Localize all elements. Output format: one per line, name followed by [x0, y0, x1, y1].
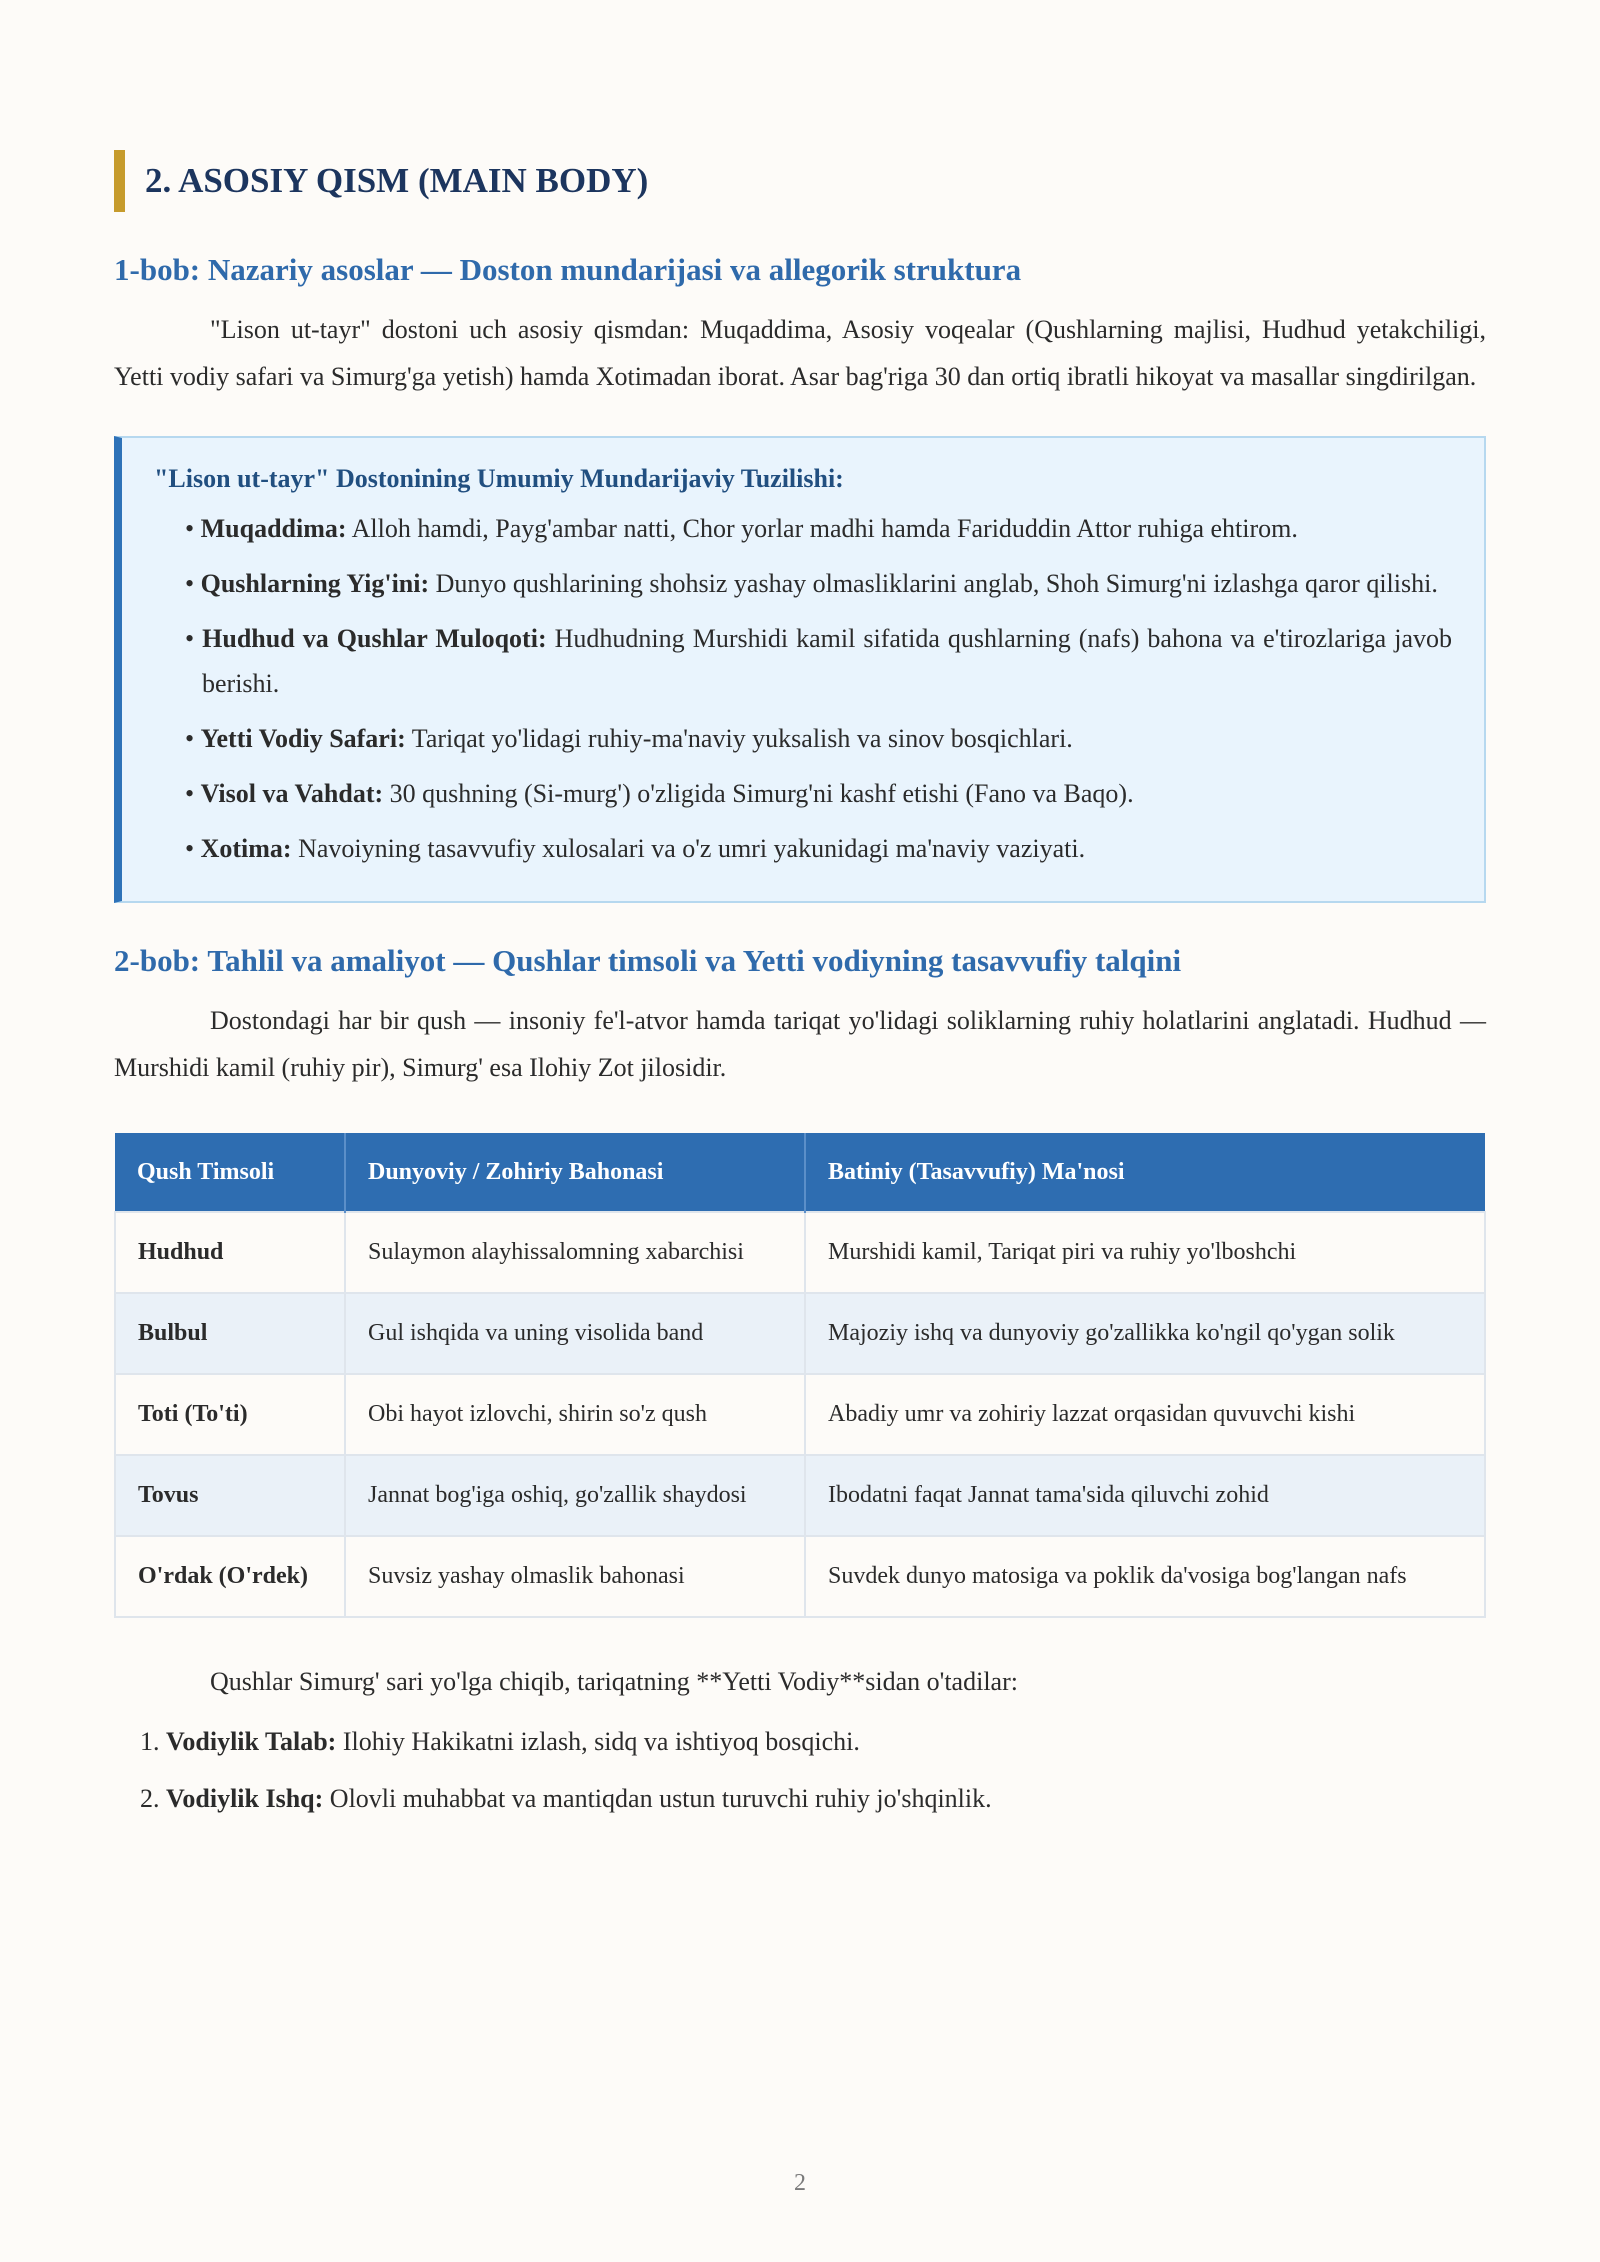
- table-row: [115, 1212, 1485, 1293]
- table-cell: O'rdak (O'rdek): [115, 1536, 345, 1617]
- list-item-text: Navoiyning tasavvufiy xulosalari va o'z umri yakunidagi ma'naviy vaziyati.: [291, 834, 1086, 863]
- table-cell: Ibodatni faqat Jannat tama'sida qiluvchi zohid: [805, 1455, 1485, 1536]
- list-item-text: Dunyo qushlarining shohsiz yashay olmasliklarini anglab, Shoh Simurg'ni izlashga qaror qilishi.: [429, 569, 1438, 598]
- list-item-term: Qushlarning Yig'ini:: [200, 569, 430, 598]
- list-item: • Visol va Vahdat: 30 qushning (Si-murg') o'zligida Simurg'ni kashf etishi (Fano va Baqo).: [185, 779, 1134, 808]
- list-item-text: Olovli muhabbat va mantiqdan ustun turuvchi ruhiy jo'shqinlik.: [323, 1784, 992, 1813]
- table-cell: Murshidi kamil, Tariqat piri va ruhiy yo'lboshchi: [805, 1212, 1485, 1293]
- table-cell: Suvsiz yashay olmaslik bahonasi: [345, 1536, 805, 1617]
- list-item-term: Visol va Vahdat:: [200, 779, 384, 808]
- chapter1-paragraph: "Lison ut-tayr" dostoni uch asosiy qismdan: Muqaddima, Asosiy voqealar (Qushlarning majlisi, Hudhud yetakchiligi, Yetti vodiy safari va Simurg'ga yetish) hamda Xotimadan iborat. Asar bag'riga 30 dan ortiq ibratli hikoyat va masallar singdirilgan.: [114, 315, 1486, 391]
- table-cell: Tovus: [115, 1455, 345, 1536]
- chapter2-paragraph: Dostondagi har bir qush — insoniy fe'l-atvor hamda tariqat yo'lidagi soliklarning ruhiy holatlarini anglatadi. Hudhud — Murshidi kamil (ruhiy pir), Simurg' esa Ilohiy Zot jilosidir.: [114, 1006, 1486, 1082]
- table-cell: Abadiy umr va zohiriy lazzat orqasidan quvuvchi kishi: [805, 1374, 1485, 1455]
- table-header-cell: Qush Timsoli: [115, 1133, 345, 1212]
- page-number: 2: [794, 2170, 806, 2196]
- list-item: • Qushlarning Yig'ini: Dunyo qushlarining shohsiz yashay olmasliklarini anglab, Shoh Simurg'ni izlashga qaror qilishi.: [185, 569, 1438, 598]
- table-cell: Sulaymon alayhissalomning xabarchisi: [345, 1212, 805, 1293]
- table-header-cell: Batiniy (Tasavvufiy) Ma'nosi: [805, 1133, 1485, 1212]
- table-header-cell: Dunyoviy / Zohiriy Bahonasi: [345, 1133, 805, 1212]
- list-item-term: Hudhud va Qushlar Muloqoti:: [202, 624, 547, 653]
- chapter2-title: 2-bob: Tahlil va amaliyot — Qushlar timsoli va Yetti vodiyning tasavvufiy talqini: [114, 943, 1182, 978]
- list-item: • Hudhud va Qushlar Muloqoti: Hudhudning Murshidi kamil sifatida qushlarning (nafs) bahona va e'tirozlariga javob berishi.: [185, 624, 1452, 698]
- table-cell: Bulbul: [115, 1293, 345, 1374]
- list-item-term: Vodiylik Ishq:: [166, 1784, 324, 1813]
- list-item-term: Yetti Vodiy Safari:: [200, 724, 406, 753]
- table-header-row: [115, 1133, 1485, 1212]
- list-item: • Yetti Vodiy Safari: Tariqat yo'lidagi ruhiy-ma'naviy yuksalish va sinov bosqichlari.: [185, 724, 1073, 753]
- list-item-text: Alloh hamdi, Payg'ambar natti, Chor yorlar madhi hamda Fariduddin Attor ruhiga ehtirom.: [346, 514, 1298, 543]
- table-cell: Suvdek dunyo matosiga va poklik da'vosiga bog'langan nafs: [805, 1536, 1485, 1617]
- table-row: [115, 1293, 1485, 1374]
- bird-symbols-table: [114, 1133, 1486, 1618]
- table-cell: Toti (To'ti): [115, 1374, 345, 1455]
- list-item-text: Hudhudning Murshidi kamil sifatida qushlarning (nafs) bahona va e'tirozlariga javob berishi.: [202, 624, 1452, 698]
- structure-box-title: "Lison ut-tayr" Dostonining Umumiy Mundarijaviy Tuzilishi:: [154, 464, 844, 493]
- table-row: [115, 1536, 1485, 1617]
- list-item: • Muqaddima: Alloh hamdi, Payg'ambar natti, Chor yorlar madhi hamda Fariduddin Attor ruhiga ehtirom.: [185, 514, 1298, 543]
- table-cell: Hudhud: [115, 1212, 345, 1293]
- list-item-term: Muqaddima:: [200, 514, 347, 543]
- chapter1-title: 1-bob: Nazariy asoslar — Doston mundarijasi va allegorik struktura: [114, 252, 1022, 287]
- list-item: [166, 1770, 1486, 1827]
- table-cell: Majoziy ishq va dunyoviy go'zallikka ko'ngil qo'ygan solik: [805, 1293, 1485, 1374]
- structure-box: [114, 436, 1486, 903]
- list-item-term: Vodiylik Talab:: [166, 1727, 337, 1756]
- table-row: [115, 1455, 1485, 1536]
- structure-list: [154, 506, 1452, 871]
- list-item-term: Xotima:: [200, 834, 292, 863]
- table-cell: Obi hayot izlovchi, shirin so'z qush: [345, 1374, 805, 1455]
- section-title: 2. ASOSIY QISM (MAIN BODY): [114, 150, 1486, 212]
- table-cell: Jannat bog'iga oshiq, go'zallik shaydosi: [345, 1455, 805, 1536]
- list-item-text: Ilohiy Hakikatni izlash, sidq va ishtiyoq bosqichi.: [336, 1727, 860, 1756]
- valleys-intro: Qushlar Simurg' sari yo'lga chiqib, tariqatning **Yetti Vodiy**sidan o'tadilar:: [210, 1667, 1018, 1696]
- list-item: • Xotima: Navoiyning tasavvufiy xulosalari va o'z umri yakunidagi ma'naviy vaziyati.: [185, 834, 1086, 863]
- list-item-text: Tariqat yo'lidagi ruhiy-ma'naviy yuksalish va sinov bosqichlari.: [405, 724, 1073, 753]
- table-row: [115, 1374, 1485, 1455]
- table-cell: Gul ishqida va uning visolida band: [345, 1293, 805, 1374]
- list-item: [166, 1713, 1486, 1770]
- list-item-text: 30 qushning (Si-murg') o'zligida Simurg'ni kashf etishi (Fano va Baqo).: [383, 779, 1134, 808]
- main-content: [114, 150, 1486, 1827]
- valleys-list: [114, 1713, 1486, 1827]
